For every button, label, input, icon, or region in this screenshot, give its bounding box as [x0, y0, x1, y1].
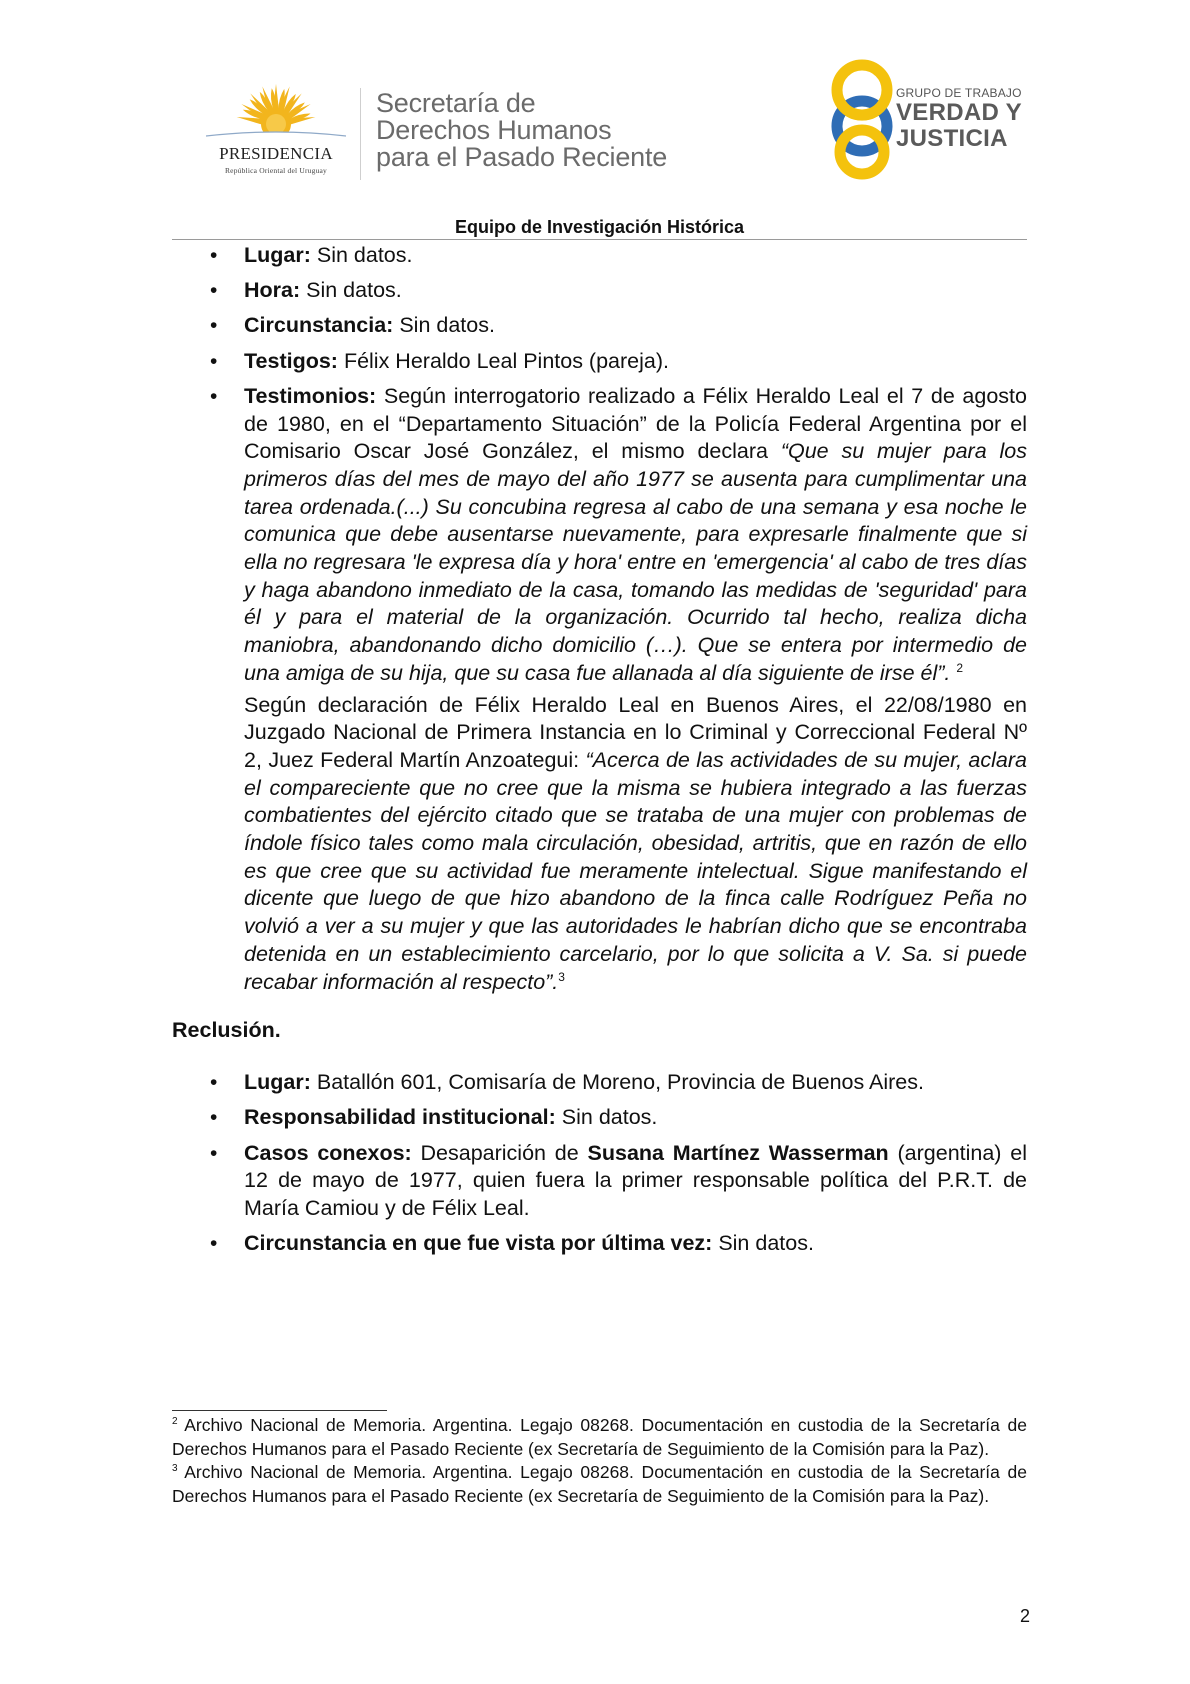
footnote-text: Archivo Nacional de Memoria. Argentina. Legajo 08268. Documentación en custodia de la Secretaría de Derechos Humanos para el Pasado Reciente (ex Secretaría de Seguimiento de la Comisión para la Paz). [172, 1462, 1027, 1506]
footnotes [172, 1414, 1027, 1508]
casos-name: Susana Martínez Wasserman [587, 1140, 889, 1165]
list-item-responsabilidad [172, 1104, 1027, 1132]
casos-pre: Desaparición de [411, 1140, 588, 1165]
list-item-circunstancia [172, 312, 1027, 340]
header-divider [360, 88, 361, 180]
presidencia-logo [196, 82, 356, 182]
item-label: Circunstancia en que fue vista por última vez: [244, 1231, 713, 1256]
gtvj-line-1: GRUPO DE TRABAJO [896, 86, 1022, 100]
list-item-hora [172, 277, 1027, 305]
footnote-text: Archivo Nacional de Memoria. Argentina. Legajo 08268. Documentación en custodia de la Secretaría de Derechos Humanos para el Pasado Reciente (ex Secretaría de Seguimiento de la Comisión para la Paz). [172, 1415, 1027, 1459]
item-value: Batallón 601, Comisaría de Moreno, Provincia de Buenos Aires. [310, 1070, 924, 1095]
declaracion-paragraph [172, 692, 1027, 997]
item-label: Lugar: [244, 1070, 311, 1095]
footnote-number: 2 [172, 1416, 178, 1428]
list-item-testigos [172, 348, 1027, 376]
item-value: Félix Heraldo Leal Pintos (pareja). [337, 348, 669, 373]
declaracion-intro: Según declaración de Félix Heraldo Leal en Buenos Aires, el 22/08/1980 en Juzgado Nacional de Primera Instancia en lo Criminal y Correccional Federal Nº 2, Juez Federal Martín Anzoategui: [244, 692, 1027, 772]
item-label: Testigos: [244, 348, 338, 373]
header-rule [172, 239, 1027, 240]
secretaria-line-3: para el Pasado Reciente [376, 142, 668, 172]
item-value: Sin datos. [555, 1105, 658, 1130]
gtvj-line-2: VERDAD Y [896, 99, 1022, 126]
gtvj-line-3: JUSTICIA [896, 125, 1008, 152]
list-item-lugar [172, 242, 1027, 270]
gtvj-title [896, 86, 1046, 152]
item-value: Sin datos. [300, 278, 402, 303]
footnote-ref-2: 2 [956, 660, 964, 675]
document-body [172, 242, 1027, 1266]
section-title-reclusion: Reclusión. [172, 1018, 281, 1043]
sun-emblem-icon [196, 82, 356, 152]
secretaria-title [376, 90, 706, 171]
item-label: Lugar: [244, 243, 311, 267]
item-value: Sin datos. [310, 243, 413, 267]
item-value: Sin datos. [393, 313, 495, 338]
item-label: Casos conexos: [244, 1140, 412, 1165]
footnote-3 [172, 1461, 1027, 1508]
footnote-ref-3: 3 [558, 969, 565, 984]
reclusion-list [172, 1069, 1027, 1258]
secretaria-line-2: Derechos Humanos [376, 115, 612, 145]
secretaria-line-1: Secretaría de [376, 88, 536, 118]
running-header: Equipo de Investigación Histórica [454, 217, 745, 237]
list-item-ultima-vez [172, 1230, 1027, 1258]
list-item-testimonios [172, 383, 1027, 688]
declaracion-quote: “Acerca de las actividades de su mujer, aclara el compareciente que no cree que la misma se hubiera integrado a las fuerzas combatientes del ejército citado que se trataba de una mujer con problemas de índole físico tales como mala circulación, obesidad, artritis, que en razón de ello es que cree que su actividad fue meramente intelectual. Sigue manifestando el dicente que luego de que hizo abandono de la finca calle Rodríguez Peña no volvió a ver a su mujer y que las autoridades le habrían dicho que se encontraba detenida en un establecimiento carcelario, por lo que solicita a V. Sa. si puede recabar información al respecto”. [244, 747, 1027, 994]
item-label: Testimonios: [244, 383, 377, 408]
footnote-2 [172, 1414, 1027, 1461]
presidencia-name: PRESIDENCIA [219, 144, 333, 163]
footnote-number: 3 [172, 1463, 178, 1475]
casos-post: (argentina) el 12 de mayo de 1977, quien fuera la primer responsable política del P.R.T. de María Camiou y de Félix Leal. [244, 1140, 1028, 1221]
testimonio-quote: “Que su mujer para los primeros días del mes de mayo del año 1977 se ausenta para cumplimentar una tarea ordenada.(...) Su concubina regresa al cabo de una semana y esa noche le comunica que debe ausentarse nuevamente, para expresarle finalmente que si ella no regresara 'le expresa día y hora' entre en 'emergencia' al cabo de tres días y haga abandono inmediato de la casa, tomando las medidas de 'seguridad' para él y para el material de la organización. Ocurrido tal hecho, realiza dicha maniobra, abandonando dicho domicilio (…). Que se entera por intermedio de una amiga de su hija, que su casa fue allanada al día siguiente de irse él”. [244, 439, 1027, 685]
presidencia-subtitle: República Oriental del Uruguay [224, 166, 327, 175]
list-item-casos-conexos [172, 1140, 1027, 1223]
page-number: 2 [1019, 1606, 1030, 1626]
testimonio-intro: Según interrogatorio realizado a Félix Heraldo Leal el 7 de agosto de 1980, en el “Departamento Situación” de la Policía Federal Argentina por el Comisario Oscar José González, el mismo declara [244, 383, 1027, 464]
item-label: Circunstancia: [244, 313, 394, 338]
item-value: Sin datos. [712, 1231, 814, 1256]
item-label: Hora: [244, 278, 301, 303]
item-label: Responsabilidad institucional: [244, 1105, 556, 1130]
footnote-separator [172, 1410, 387, 1411]
list-item-lugar-reclusion [172, 1069, 1027, 1097]
victim-facts-list [172, 242, 1027, 688]
